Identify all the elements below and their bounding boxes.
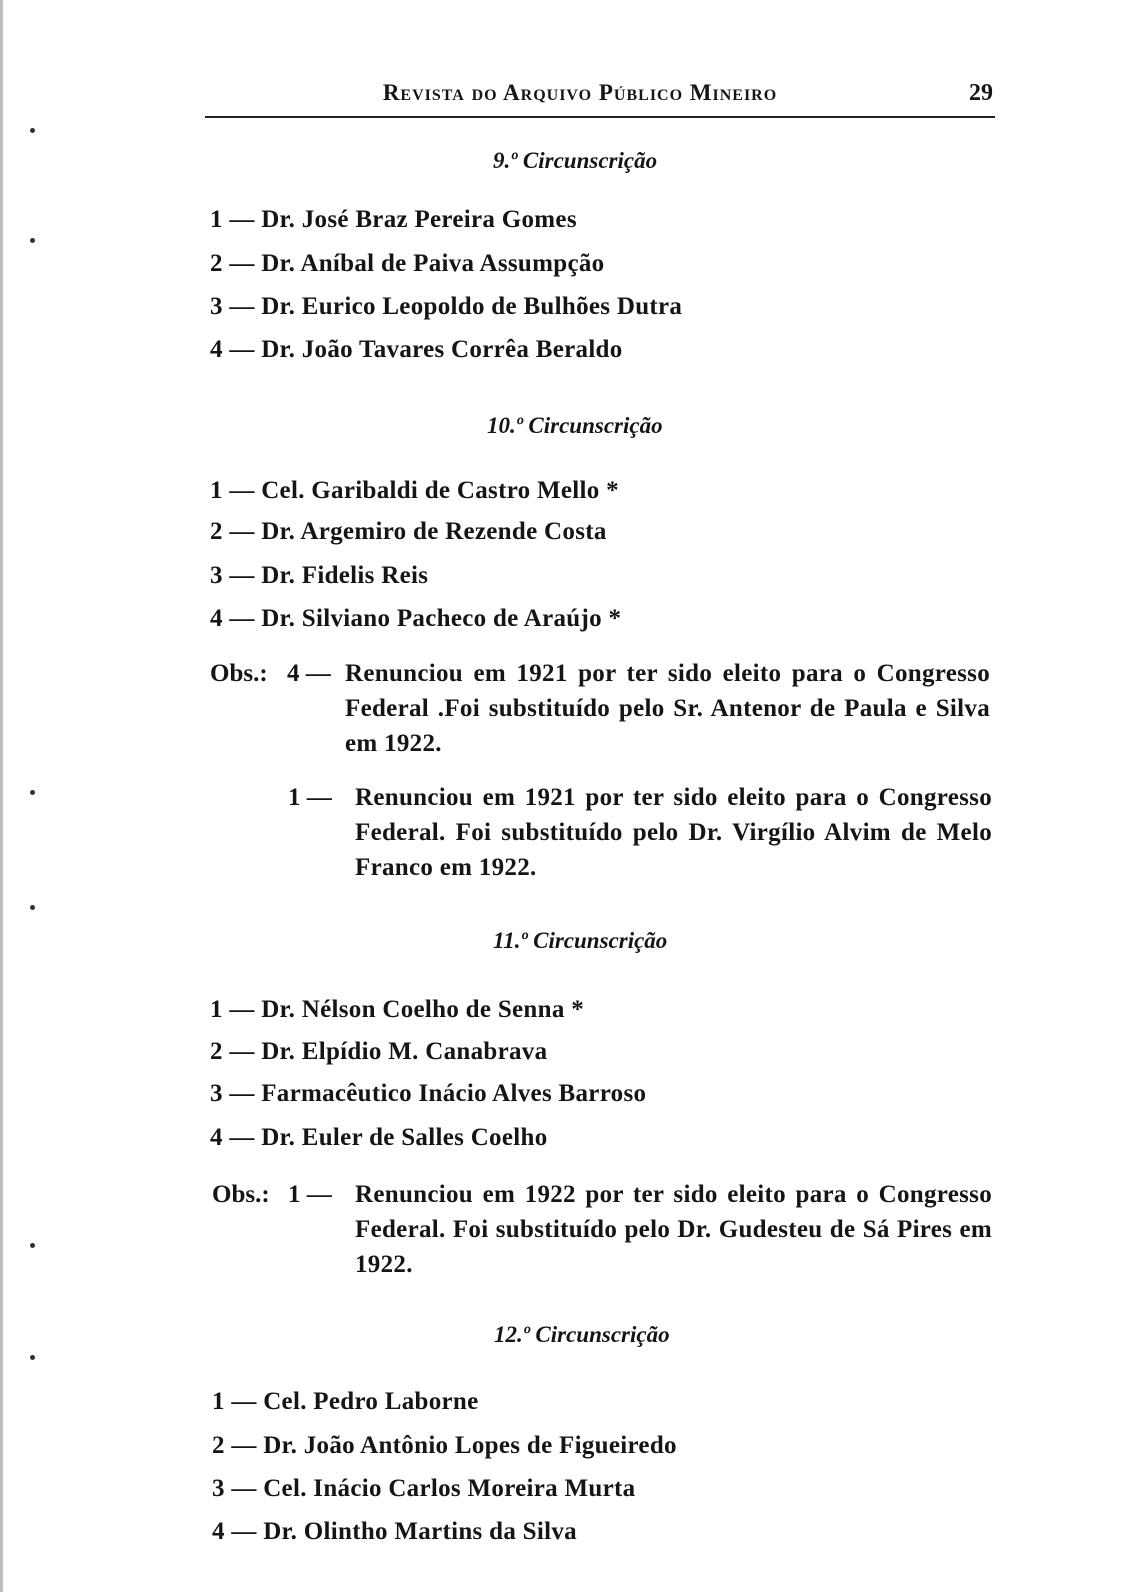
note-text: Renunciou em 1921 por ter sido eleito para o Congresso Federal .Foi substituído pelo Sr. Antenor de Paula e Silva em 1922. [345,660,990,757]
member-line: 4 — Dr. Euler de Salles Coelho [210,1124,548,1151]
member-line: 2 — Dr. Argemiro de Rezende Costa [210,518,607,545]
note-text: Renunciou em 1921 por ter sido eleito para o Congresso Federal. Foi substituído pelo Dr. Virgílio Alvim de Melo Franco em 1922. [355,784,992,881]
scan-speck [30,790,35,795]
scan-speck [30,1243,35,1248]
journal-title: Revista do Arquivo Público Mineiro [382,80,778,105]
member-line: 4 — Dr. Olintho Martins da Silva [212,1518,577,1545]
note-number: 1 — [288,784,332,811]
member-line: 4 — Dr. João Tavares Corrêa Beraldo [210,336,623,363]
obs-label: Obs.: [210,660,268,687]
scan-speck [30,1355,35,1360]
member-line: 2 — Dr. Elpídio M. Canabrava [210,1038,548,1065]
section-heading: 11.º Circunscrição [493,928,668,953]
member-line: 2 — Dr. João Antônio Lopes de Figueiredo [212,1432,677,1459]
section-heading: 12.º Circunscrição [494,1322,670,1347]
scan-speck [30,238,35,243]
note-text: Renunciou em 1922 por ter sido eleito para o Congresso Federal. Foi substituído pelo Dr. Gudesteu de Sá Pires em 1922. [355,1181,992,1278]
scan-speck [30,905,35,910]
scan-speck [30,128,35,133]
page-edge-shadow [0,0,3,1592]
note-number: 1 — [288,1181,332,1208]
member-line: 3 — Cel. Inácio Carlos Moreira Murta [212,1475,636,1502]
obs-label: Obs.: [212,1181,270,1208]
member-line: 3 — Dr. Eurico Leopoldo de Bulhões Dutra [210,293,683,320]
member-line: 3 — Farmacêutico Inácio Alves Barroso [210,1080,647,1107]
member-line: 1 — Cel. Garibaldi de Castro Mello * [210,477,619,504]
section-heading: 9.º Circunscrição [493,148,658,173]
member-line: 1 — Dr. Nélson Coelho de Senna * [210,996,584,1023]
note-number: 4 — [287,660,331,687]
member-line: 1 — Dr. José Braz Pereira Gomes [210,206,577,233]
member-line: 3 — Dr. Fidelis Reis [210,562,429,589]
page-number: 29 [969,80,993,106]
section-heading: 10.º Circunscrição [487,413,663,438]
member-line: 4 — Dr. Silviano Pacheco de Araújo * [210,605,622,632]
member-line: 1 — Cel. Pedro Laborne [212,1388,479,1415]
member-line: 2 — Dr. Aníbal de Paiva Assumpção [210,250,605,277]
running-header [205,80,995,118]
